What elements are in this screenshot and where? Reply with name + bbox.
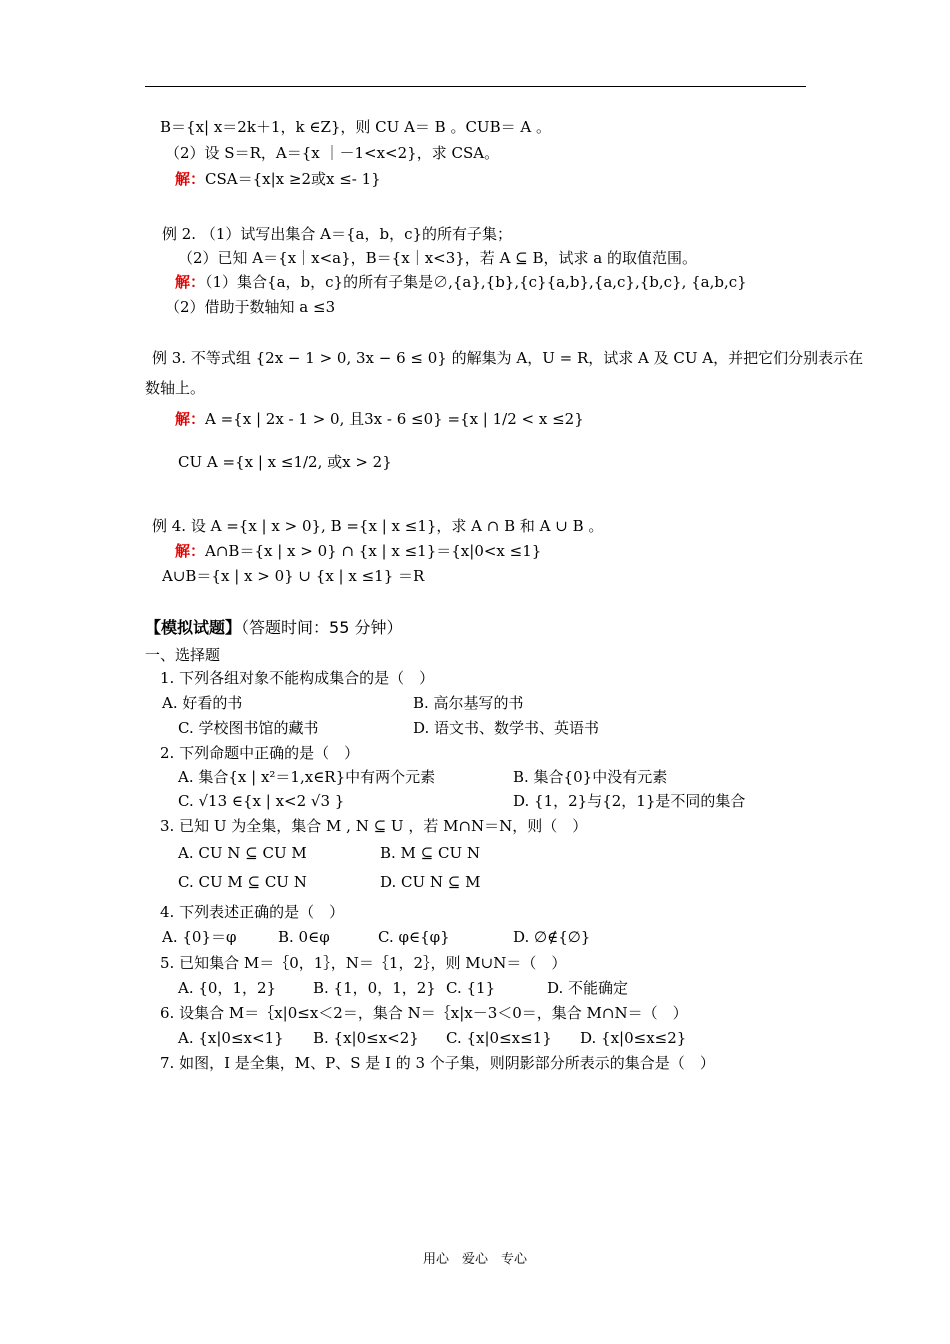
- solution-label: 解：: [175, 410, 206, 428]
- line-example2-part1: 例 2. （1）试写出集合 A＝{a，b，c}的所有子集；: [162, 225, 513, 243]
- q2-option-a: A. 集合{x | x²＝1,x∈R}中有两个元素: [178, 768, 436, 786]
- line-solution3-complement: CU A ={x | x ≤1/2, 或x > 2}: [178, 453, 392, 471]
- line-solution4-union: A∪B＝{x | x > 0} ∪ {x | x ≤1} ＝R: [162, 567, 425, 585]
- question-7: 7. 如图，I 是全集，M、P、S 是 I 的 3 个子集，则阴影部分所表示的集合是（ ）: [160, 1054, 715, 1072]
- line-example1-part2: （2）设 S＝R，A＝{x ｜－1<x<2}，求 CSA。: [165, 144, 500, 162]
- question-6: 6. 设集合 M＝｛x|0≤x＜2＝，集合 N＝｛x|x－3＜0＝，集合 M∩N＝（ ）: [160, 1004, 688, 1022]
- q1-option-b: B. 高尔基写的书: [413, 694, 524, 712]
- section-title: 【模拟试题】: [145, 618, 242, 637]
- line-example3: 例 3. 不等式组 {2x − 1 > 0, 3x − 6 ≤ 0} 的解集为 A，U = R，试求 A 及 CU A，并把它们分别表示在: [152, 349, 864, 367]
- header-rule: [145, 86, 806, 87]
- q5-option-b: B. {1，0，1，2}: [313, 979, 436, 997]
- question-1: 1. 下列各组对象不能构成集合的是（ ）: [160, 669, 435, 687]
- q2-option-b: B. 集合{0}中没有元素: [513, 768, 668, 786]
- question-5: 5. 已知集合 M＝｛0，1｝，N＝｛1，2｝，则 M∪N＝（ ）: [160, 954, 567, 972]
- section-heading: [145, 618, 402, 638]
- line-solution1: [175, 169, 381, 189]
- q4-option-a: A. {0}＝φ: [162, 928, 237, 946]
- q3-option-b: B. M ⊆ CU N: [380, 844, 481, 862]
- solution-text: A ={x | 2x - 1 > 0, 且3x - 6 ≤0} ={x | 1/2 < x ≤2}: [205, 410, 584, 428]
- line-solution4: [175, 541, 541, 561]
- line-example4: 例 4. 设 A ={x | x > 0}, B ={x | x ≤1}，求 A ∩ B 和 A ∪ B 。: [152, 517, 604, 535]
- section-note: （答题时间：55 分钟）: [241, 618, 403, 637]
- line-solution2: [175, 272, 747, 292]
- line-example2-part2: （2）已知 A＝{x｜x<a}，B＝{x｜x<3}，若 A ⊆ B，试求 a 的取值范围。: [178, 249, 698, 267]
- question-3: 3. 已知 U 为全集，集合 M , N ⊆ U ，若 M∩N＝N，则（ ）: [160, 817, 588, 835]
- question-4: 4. 下列表述正确的是（ ）: [160, 903, 345, 921]
- solution-label: 解：: [175, 170, 206, 188]
- solution-text: CSA＝{x|x ≥2或x ≤- 1}: [205, 170, 381, 188]
- q5-option-d: D. 不能确定: [547, 979, 629, 997]
- q6-option-c: C. {x|0≤x≤1}: [446, 1029, 552, 1047]
- q2-option-d: D. {1，2}与{2，1}是不同的集合: [513, 792, 746, 810]
- q1-option-a: A. 好看的书: [162, 694, 243, 712]
- q1-option-c: C. 学校图书馆的藏书: [178, 719, 319, 737]
- q3-option-a: A. CU N ⊆ CU M: [178, 844, 307, 862]
- line-solution2-part2: （2）借助于数轴知 a ≤3: [165, 298, 336, 316]
- q5-option-a: A. {0，1，2}: [178, 979, 277, 997]
- page-footer: 用心 爱心 专心: [422, 1252, 527, 1267]
- q3-option-c: C. CU M ⊆ CU N: [178, 873, 307, 891]
- solution-text: A∩B＝{x | x > 0} ∩ {x | x ≤1}＝{x|0<x ≤1}: [205, 542, 542, 560]
- question-2: 2. 下列命题中正确的是（ ）: [160, 744, 360, 762]
- solution-label: 解：: [175, 542, 206, 560]
- q3-option-d: D. CU N ⊆ M: [380, 873, 481, 891]
- q4-option-b: B. 0∈φ: [278, 928, 330, 946]
- q5-option-c: C. {1}: [446, 979, 496, 997]
- solution-label: 解：: [175, 273, 206, 291]
- q1-option-d: D. 语文书、数学书、英语书: [413, 719, 600, 737]
- q2-option-c: C. √13 ∈{x | x<2 √3 }: [178, 792, 345, 810]
- q4-option-d: D. ∅∉{∅}: [513, 928, 591, 946]
- part-heading: 一、选择题: [145, 646, 221, 664]
- q6-option-a: A. {x|0≤x<1}: [178, 1029, 284, 1047]
- q6-option-b: B. {x|0≤x<2}: [313, 1029, 419, 1047]
- line-example3-cont: 数轴上。: [145, 379, 206, 397]
- line-solution3: [175, 409, 584, 429]
- solution-text: （1）集合{a，b，c}的所有子集是∅,{a},{b},{c}{a,b},{a,c},{b,c}, {a,b,c}: [205, 273, 747, 291]
- line-b-complement: B＝{x| x＝2k＋1，k ∈Z}，则 CU A＝ B 。CUB＝ A 。: [160, 118, 551, 136]
- q4-option-c: C. φ∈{φ}: [378, 928, 450, 946]
- q6-option-d: D. {x|0≤x≤2}: [580, 1029, 687, 1047]
